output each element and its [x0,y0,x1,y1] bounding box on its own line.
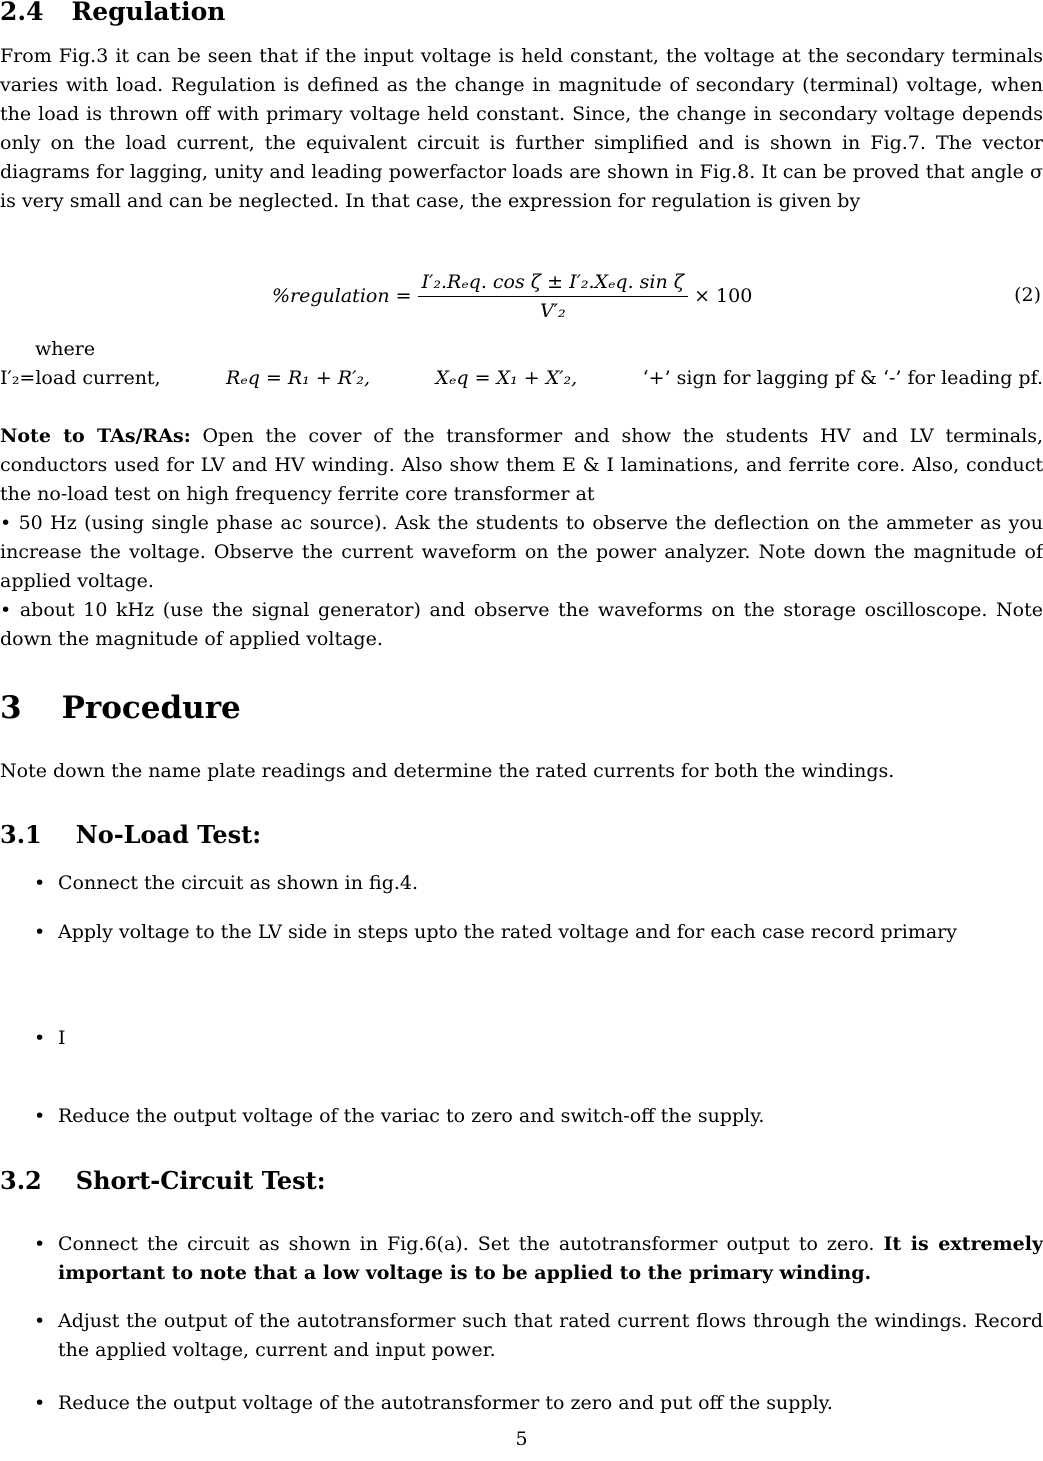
bullet-icon: • [34,1105,46,1127]
section-3-1-heading [0,820,261,849]
section-2-4-heading [0,0,225,26]
short-circuit-bullet-2 [34,1307,1043,1365]
no-load-bullet-4-text: Reduce the output voltage of the variac to zero and switch-off the supply. [58,1105,765,1127]
no-load-bullet-3-text: I [58,1027,66,1049]
no-load-bullet-2 [34,918,1043,947]
note-label: Note to TAs/RAs: [0,425,191,447]
no-load-bullet-4 [34,1102,1043,1131]
short-circuit-bullet-3-text: Reduce the output voltage of the autotransformer to zero and put off the supply. [58,1392,833,1414]
no-load-bullet-2-text: Apply voltage to the LV side in steps upto the rated voltage and for each case record primary [58,921,958,943]
definition-req: Rₑq = R₁ + R′₂, [226,367,371,389]
no-load-bullet-1 [34,869,1043,898]
bullet-icon: • [34,921,46,943]
section-3-1-title: No-Load Test: [75,820,262,849]
short-circuit-bullet-1-plain: Connect the circuit as shown in Fig.6(a). Set the autotransformer output to zero. [58,1233,875,1255]
section-3-1-number: 3.1 [0,820,42,849]
section-3-title: Procedure [61,690,241,726]
definition-xeq: Xₑq = X₁ + X′₂, [435,367,578,389]
bullet-icon: • [34,872,46,894]
definition-sign: ‘+’ sign for lagging pf & ‘-’ for leading pf. [642,367,1043,389]
equation-fraction [418,270,689,323]
regulation-paragraph: From Fig.3 it can be seen that if the input voltage is held constant, the voltage at the secondary terminals varies with load. Regulation is defined as the change in magnitude of secondary (terminal) voltage, when the load is thrown off with primary voltage held constant. Since, the change in secondary voltage depends only on the load current, the equivalent circuit is further simplified and is shown in Fig.7. The vector diagrams for lagging, unity and leading powerfactor loads are shown in Fig.8. It can be proved that angle σ is very small and can be neglected. In that case, the expression for regulation is given by [0,45,1043,212]
note-bullet-10khz: • about 10 kHz (use the signal generator) and observe the waveforms on the storage oscilloscope. Note down the magnitude of applied voltage. [0,599,1043,650]
section-3-2-number: 3.2 [0,1166,42,1195]
short-circuit-bullet-2-text: Adjust the output of the autotransformer such that rated current flows through the windings. Record the applied voltage, current and input power. [58,1310,1043,1361]
section-3-2-title: Short-Circuit Test: [75,1166,326,1195]
equation-denominator: V′₂ [539,299,566,322]
short-circuit-bullet-1-bold: It is extremely important to note that a low voltage is to be applied to the primary winding. [58,1233,1043,1284]
equation-numerator: I′₂.Rₑq. cos ζ ± I′₂.Xₑq. sin ζ [418,270,689,297]
bullet-icon: • [34,1310,46,1332]
section-3-number: 3 [0,690,22,726]
regulation-equation [0,266,1043,326]
note-paragraph [0,422,1043,509]
short-circuit-bullet-3 [34,1389,1043,1418]
equation-multiplier: × 100 [694,284,753,307]
note-text: Open the cover of the transformer and show the students HV and LV terminals, conductors used for LV and HV winding. Also show them E & I laminations, and ferrite core. Also, conduct the no-load test on high frequency ferrite core transformer at [0,425,1043,505]
no-load-bullet-3 [34,1024,1043,1053]
short-circuit-bullet-1 [34,1230,1043,1288]
no-load-bullet-1-text: Connect the circuit as shown in fig.4. [58,872,419,894]
bullet-icon: • [34,1392,46,1414]
page-number: 5 [515,1428,528,1450]
where-text: where [35,338,96,360]
short-circuit-bullet-1-text [58,1230,1043,1288]
section-3-2-heading [0,1166,326,1195]
definition-load-current: I′₂=load current, [0,367,161,389]
section-3-heading [0,690,241,726]
bullet-icon: • [34,1027,46,1049]
section-2-4-number: 2.4 [0,0,44,26]
procedure-intro: Note down the name plate readings and determine the rated currents for both the windings. [0,760,895,782]
section-2-4-title: Regulation [71,0,226,26]
note-bullet-50hz: • 50 Hz (using single phase ac source). Ask the students to observe the deflection on the ammeter as you increase the voltage. Observe the current waveform on the power analyzer. Note down the magnitude of applied voltage. [0,512,1043,592]
bullet-icon: • [34,1233,46,1255]
definitions-row [0,364,1043,393]
equation-label: (2) [1014,284,1041,306]
equation-lhs: %regulation = [272,284,412,307]
